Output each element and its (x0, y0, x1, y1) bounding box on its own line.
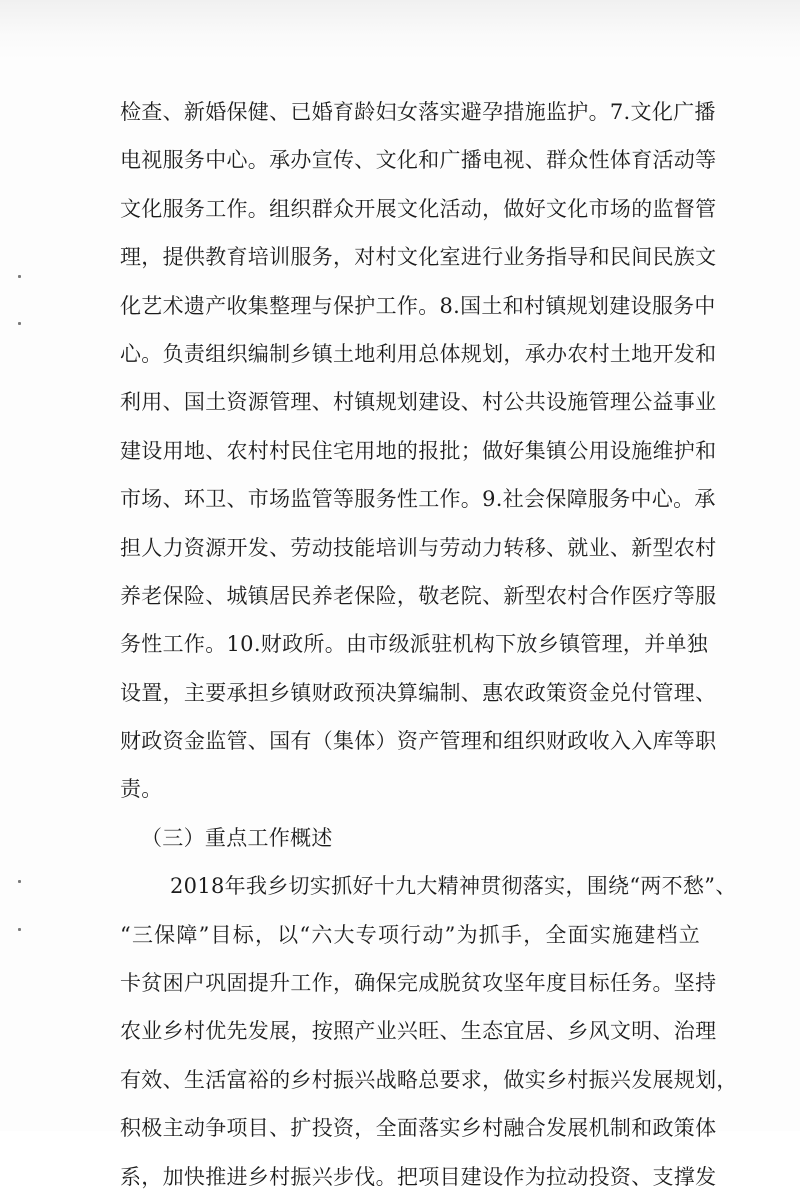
text-line: 文化服务工作。组织群众开展文化活动，做好文化市场的监督管 (120, 196, 717, 221)
text-line: 务性工作。10.财政所。由市级派驻机构下放乡镇管理，并单独 (120, 632, 709, 657)
scan-top-shadow (0, 0, 800, 60)
text-line: 检查、新婚保健、已婚育龄妇女落实避孕措施监护。7.文化广播 (120, 100, 716, 124)
text-line: 积极主动争项目、扩投资，全面落实乡村融合发展机制和政策体 (120, 1116, 717, 1141)
text-line: 理，提供教育培训服务，对村文化室进行业务指导和民间民族文 (120, 245, 717, 270)
body-text (120, 88, 738, 1201)
scan-speck (18, 880, 21, 883)
text-line: 设置，主要承担乡镇财政预决算编制、惠农政策资金兑付管理、 (120, 680, 717, 705)
text-line: 责。 (120, 777, 163, 802)
text-line: 系，加快推进乡村振兴步伐。把项目建设作为拉动投资、支撑发 (120, 1164, 717, 1189)
text-line: 市场、环卫、市场监管等服务性工作。9.社会保障服务中心。承 (120, 487, 716, 512)
scan-speck (18, 275, 21, 278)
text-line: 农业乡村优先发展，按照产业兴旺、生态宜居、乡风文明、治理 (120, 1019, 717, 1044)
text-line: 利用、国土资源管理、村镇规划建设、村公共设施管理公益事业 (120, 390, 717, 415)
text-line: 电视服务中心。承办宣传、文化和广播电视、群众性体育活动等 (120, 148, 717, 173)
text-line: 建设用地、农村村民住宅用地的报批；做好集镇公用设施维护和 (120, 438, 717, 463)
text-line: 担人力资源开发、劳动技能培训与劳动力转移、就业、新型农村 (120, 535, 717, 560)
text-line: 养老保险、城镇居民养老保险，敬老院、新型农村合作医疗等服 (120, 583, 717, 608)
text-line: “三保障”目标，以“六大专项行动”为抓手，全面实施建档立 (120, 922, 700, 947)
scan-speck (18, 322, 21, 325)
text-line: 化艺术遗产收集整理与保护工作。8.国土和村镇规划建设服务中 (120, 293, 716, 318)
text-line: 有效、生活富裕的乡村振兴战略总要求，做实乡村振兴发展规划， (120, 1067, 738, 1092)
text-line: 2018年我乡切实抓好十九大精神贯彻落实，围绕“两不愁”、 (170, 874, 737, 899)
text-line: 财政资金监管、国有（集体）资产管理和组织财政收入入库等职 (120, 729, 717, 754)
scan-speck (18, 928, 21, 931)
text-line: 卡贫困户巩固提升工作，确保完成脱贫攻坚年度目标任务。坚持 (120, 971, 717, 996)
section-heading: （三）重点工作概述 (141, 825, 333, 850)
text-line: 心。负责组织编制乡镇土地利用总体规划，承办农村土地开发和 (120, 341, 717, 366)
